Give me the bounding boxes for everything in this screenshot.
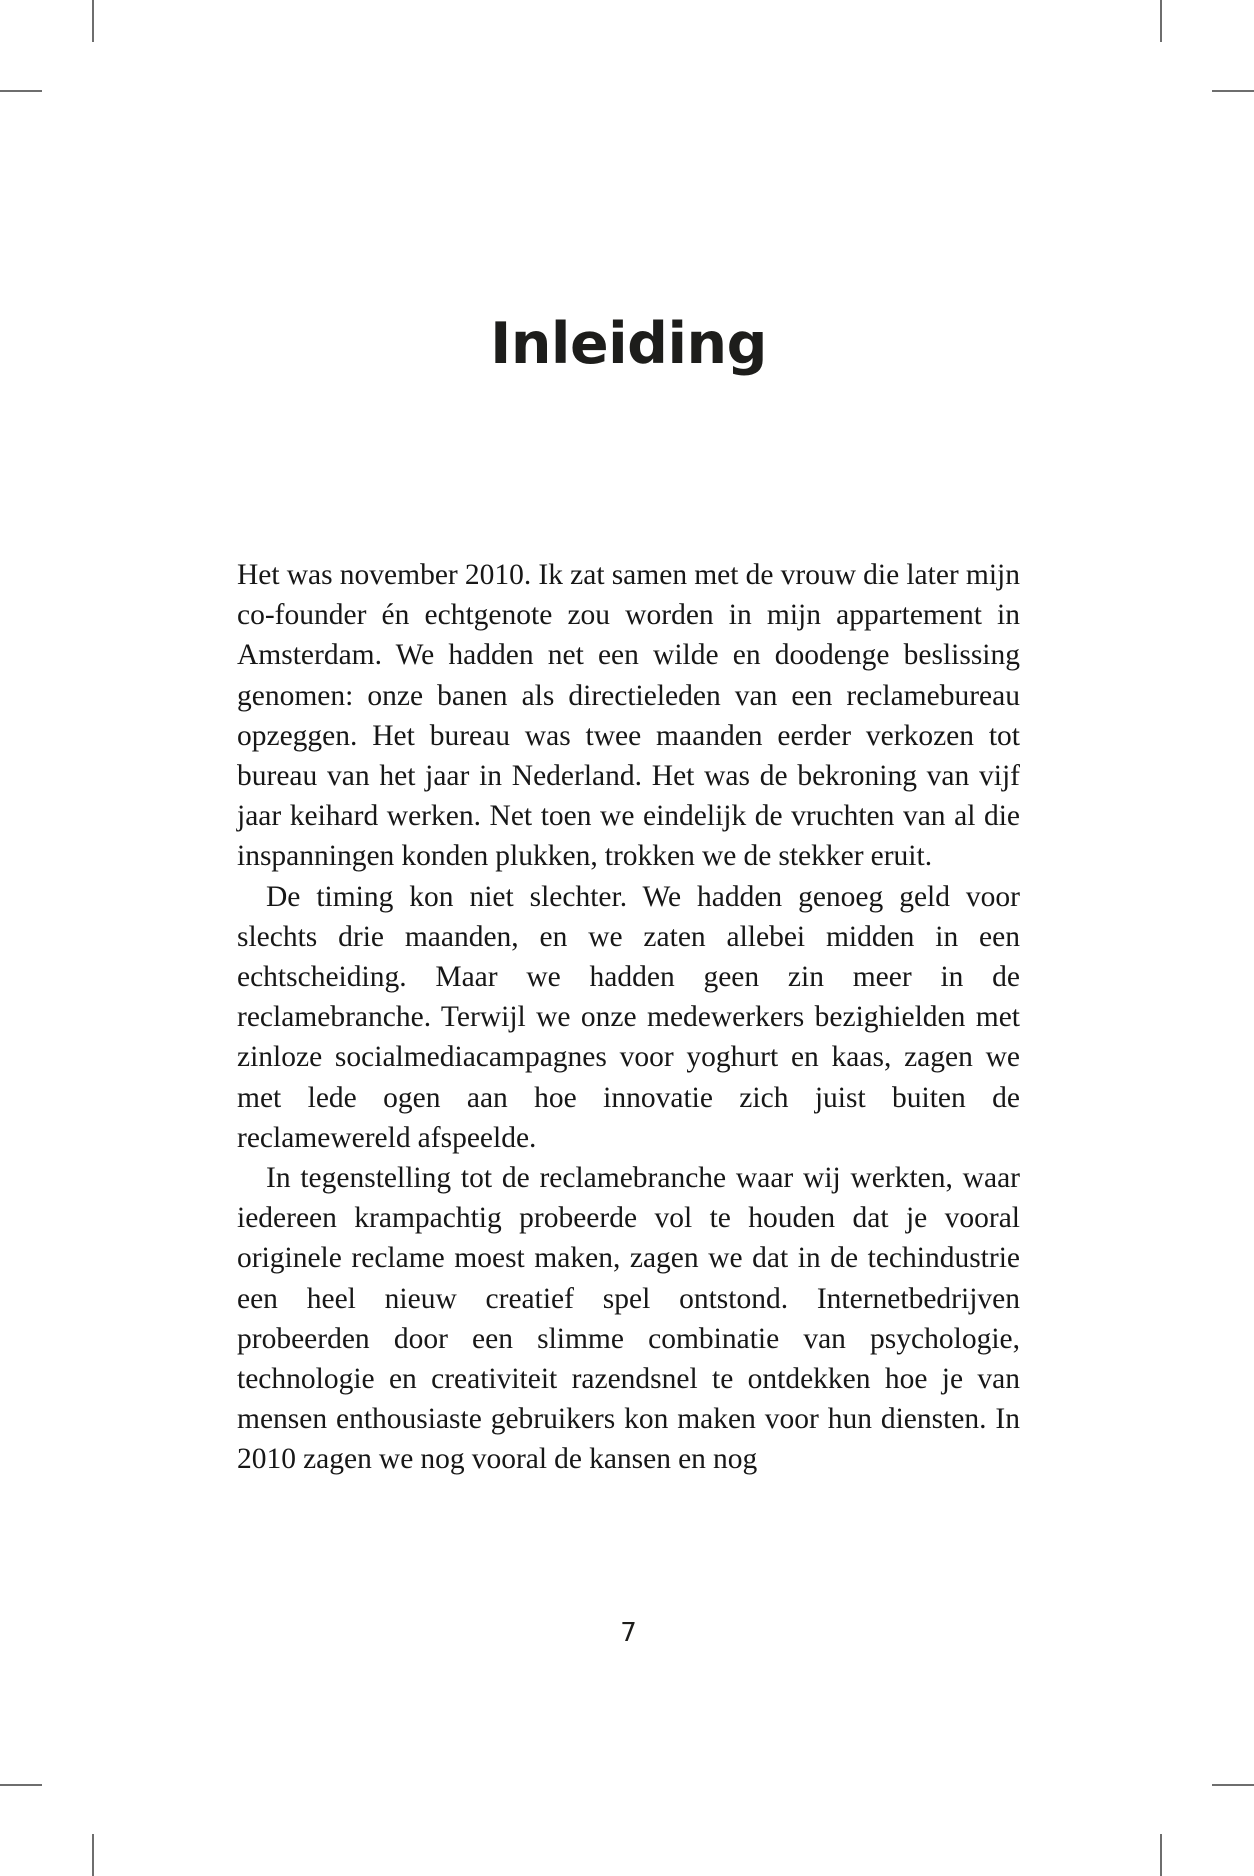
- paragraph: De timing kon niet slechter. We hadden genoeg geld voor slechts drie maanden, en we zaten allebei midden in een echtscheiding. Maar we hadden geen zin meer in de reclamebranche. Terwijl we onze medewerkers bezighielden met zinloze socialmediacampagnes voor yoghurt en kaas, zagen we met lede ogen aan hoe innovatie zich juist buiten de reclamewereld afspeelde.: [237, 880, 1020, 1154]
- crop-mark-bottom-left-vertical: [92, 1834, 94, 1876]
- body-text: [237, 555, 1020, 1480]
- crop-mark-top-left-horizontal: [0, 90, 42, 92]
- crop-mark-bottom-right-vertical: [1160, 1834, 1162, 1876]
- crop-mark-top-right-vertical: [1160, 0, 1162, 42]
- crop-mark-top-left-vertical: [92, 0, 94, 42]
- type-area: [237, 0, 1020, 1876]
- crop-mark-top-right-horizontal: [1212, 90, 1254, 92]
- crop-mark-bottom-left-horizontal: [0, 1784, 42, 1786]
- paragraph: In tegenstelling tot de reclamebranche waar wij werkten, waar iedereen krampachtig probeerde vol te houden dat je vooral originele reclame moest maken, zagen we dat in de techindustrie een heel nieuw creatief spel ontstond. Internetbedrijven probeerden door een slimme combinatie van psychologie, technologie en creativiteit razendsnel te ontdekken hoe je van mensen enthousiaste gebruikers kon maken voor hun diensten. In 2010 zagen we nog vooral de kansen en nog: [237, 1162, 1020, 1476]
- chapter-title: Inleiding: [490, 311, 767, 378]
- crop-mark-bottom-right-horizontal: [1212, 1784, 1254, 1786]
- paragraph: Het was november 2010. Ik zat samen met de vrouw die later mijn co-founder én echtgenote zou worden in mijn appartement in Amsterdam. We hadden net een wilde en doodenge beslissing genomen: onze banen als directieleden van een reclamebureau opzeggen. Het bureau was twee maanden eerder verkozen tot bureau van het jaar in Nederland. Het was de bekroning van vijf jaar keihard werken. Net toen we eindelijk de vruchten van al die inspanningen konden plukken, trokken we de stekker eruit.: [237, 559, 1020, 873]
- page-number: 7: [620, 1618, 637, 1648]
